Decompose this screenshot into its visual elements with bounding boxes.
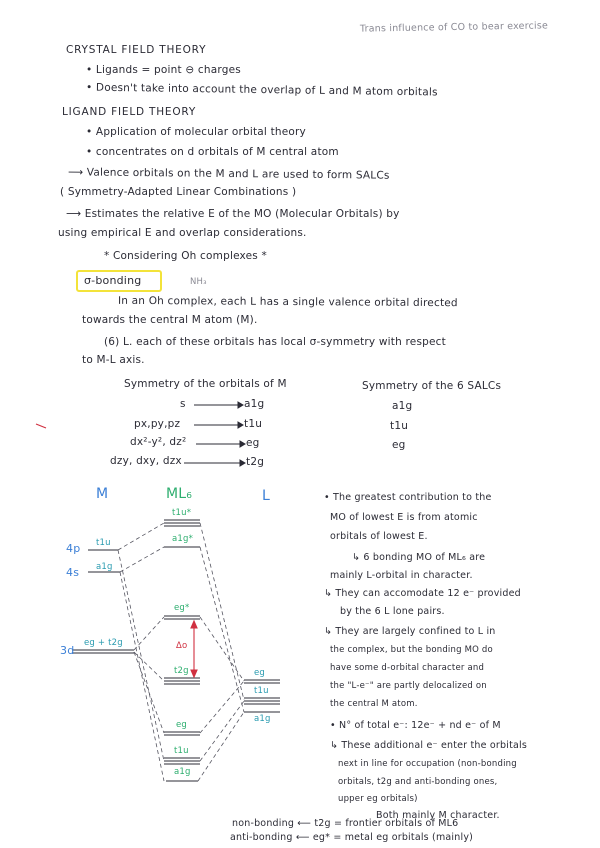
mo-t2g: t2g [174, 666, 189, 676]
note-4d: the "L-e⁻" are partly delocalized on [330, 681, 487, 691]
l-level-lines [244, 680, 280, 712]
sym-row-orb: px,py,pz [134, 418, 181, 430]
sigma-bonding-title: σ-bonding [84, 274, 142, 287]
note-3a: ↳ They can accomodate 12 e⁻ provided [324, 588, 521, 599]
lft-arrow-1b: ( Symmetry-Adapted Linear Combinations ) [60, 186, 297, 198]
lft-arrow-2b: using empirical E and overlap considerations. [58, 227, 307, 239]
m-level-4s-sym: a1g [96, 562, 113, 572]
correlation-lines [118, 523, 244, 781]
lft-bullet-2: • concentrates on d orbitals of M central atom [86, 146, 339, 158]
mo-t1u: t1u [174, 746, 189, 756]
lft-arrow-2: ⟶ Estimates the relative E of the MO (Molecular Orbitals) by [66, 208, 400, 220]
note-6c: orbitals, t2g and anti-bonding ones, [338, 777, 498, 787]
mo-t1u-star: t1u* [172, 508, 192, 518]
m-level-4s: 4s [66, 566, 80, 579]
m-level-4p-sym: t1u [96, 538, 111, 548]
m-level-4p: 4p [66, 542, 81, 555]
mo-eg: eg [176, 720, 188, 730]
sigma-p2a: (6) L. each of these orbitals has local σ-symmetry with respect [104, 336, 446, 348]
note-8: non-bonding ⟵ t2g = frontier orbitals of ML6 [232, 818, 459, 829]
sym-row-sym: eg [246, 437, 260, 449]
note-6b: next in line for occupation (non-bonding [338, 759, 517, 769]
sym-left-header: Symmetry of the orbitals of M [124, 378, 287, 390]
sigma-p1a: In an Oh complex, each L has a single valence orbital directed [117, 294, 458, 310]
sym-row-sym: t2g [246, 456, 265, 468]
cft-bullet-1: • Ligands = point ⊖ charges [86, 64, 241, 76]
l-column-label: L [262, 488, 270, 504]
l-a1g: a1g [254, 714, 271, 724]
note-2a: ↳ 6 bonding MO of ML₆ are [352, 552, 486, 563]
note-6a: ↳ These additional e⁻ enter the orbitals [330, 740, 528, 751]
delta-o-arrow [191, 621, 197, 677]
sym-row-orb: dzy, dxy, dzx [110, 455, 182, 467]
note-1c: orbitals of lowest E. [330, 531, 428, 542]
sym-row-sym: a1g [244, 398, 265, 410]
note-9: anti-bonding ⟵ eg* = metal eg orbitals (mainly) [230, 832, 474, 843]
mo-eg-star: eg* [174, 603, 190, 613]
note-5: • N° of total e⁻: 12e⁻ + nd e⁻ of M [330, 720, 501, 731]
note-7: Both mainly M character. [376, 810, 500, 821]
lft-title: LIGAND FIELD THEORY [62, 106, 197, 118]
note-6d: upper eg orbitals) [338, 794, 418, 804]
mo-delta-o: Δo [176, 641, 188, 651]
mo-a1g-star: a1g* [172, 534, 194, 544]
lft-bullet-1: • Application of molecular orbital theory [86, 126, 306, 138]
ml6-column-label: ML₆ [166, 486, 193, 502]
header-note: Trans influence of CO to bear exercise [359, 20, 549, 35]
sym-row-salc: eg [392, 439, 406, 451]
note-4e: the central M atom. [330, 699, 418, 709]
l-eg: eg [254, 668, 266, 678]
sym-row-orb: dx²-y², dz² [130, 436, 187, 448]
note-1b: MO of lowest E is from atomic [330, 512, 478, 523]
m-level-3d: 3d [60, 644, 75, 657]
sym-row-salc: a1g [392, 400, 413, 412]
sym-row-orb: s [180, 398, 186, 410]
mo-a1g: a1g [174, 767, 191, 777]
note-4c: have some d-orbital character and [330, 663, 485, 673]
sigma-p2b: to M-L axis. [82, 354, 145, 366]
note-2b: mainly L-orbital in character. [330, 570, 473, 581]
note-3b: by the 6 L lone pairs. [340, 606, 445, 617]
faint-nh3: NH₃ [190, 277, 207, 287]
oh-complexes: * Considering Oh complexes * [104, 250, 267, 262]
l-t1u: t1u [254, 686, 269, 696]
cft-title: CRYSTAL FIELD THEORY [66, 44, 207, 56]
sym-row-sym: t1u [244, 418, 263, 430]
red-mark [36, 424, 46, 428]
m-column-label: M [96, 486, 109, 502]
sym-row-salc: t1u [390, 420, 409, 432]
lft-arrow-1: ⟶ Valence orbitals on the M and L are used to form SALCs [67, 166, 390, 182]
m-level-3d-sym: eg + t2g [84, 638, 123, 648]
cft-bullet-2: • Doesn't take into account the overlap of L and M atom orbitals [85, 81, 438, 99]
sym-right-header: Symmetry of the 6 SALCs [362, 380, 502, 392]
note-1a: • The greatest contribution to the [324, 492, 492, 503]
symmetry-arrows [184, 402, 245, 466]
sigma-p1b: towards the central M atom (M). [82, 314, 258, 326]
note-4b: the complex, but the bonding MO do [330, 645, 493, 655]
note-4a: ↳ They are largely confined to L in [324, 626, 496, 637]
